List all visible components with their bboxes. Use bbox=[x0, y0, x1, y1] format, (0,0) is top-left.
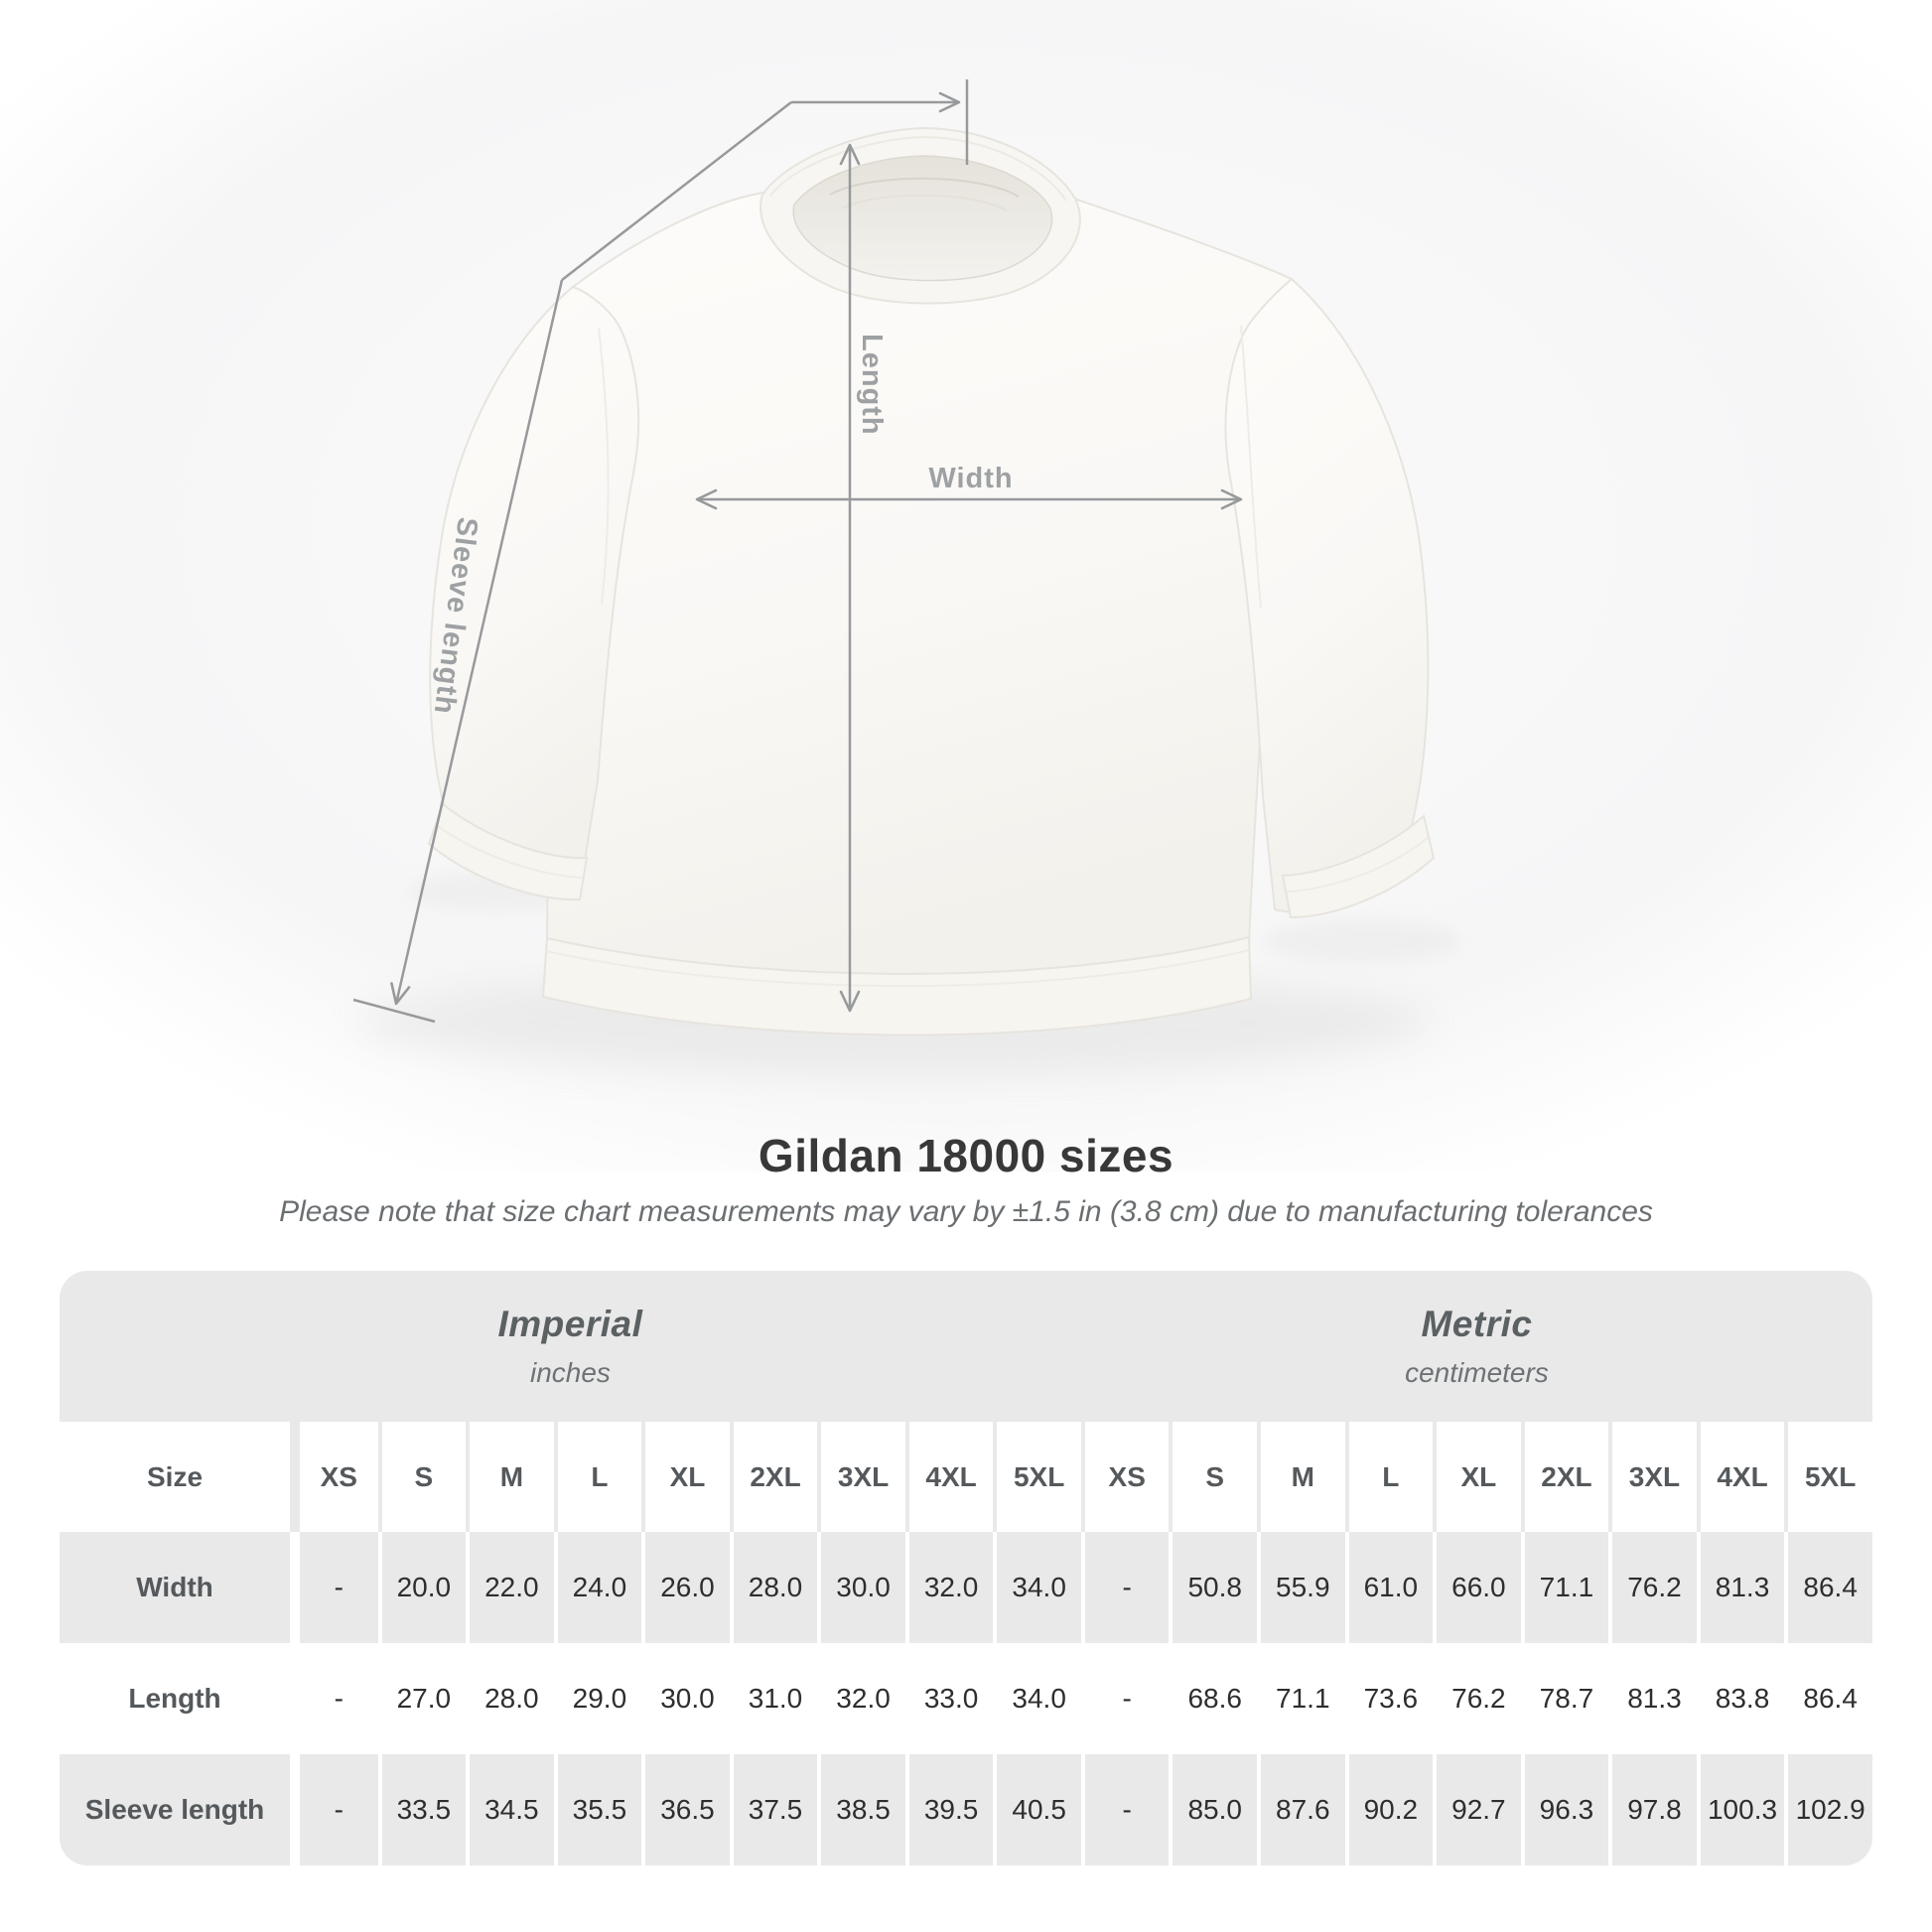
table-row bbox=[60, 1532, 1872, 1643]
size-col-header: 2XL bbox=[730, 1422, 818, 1532]
imperial-unit: inches bbox=[529, 1357, 611, 1388]
size-col-header: XS bbox=[290, 1422, 378, 1532]
size-value-cell: 30.0 bbox=[817, 1532, 905, 1643]
size-col-header: XL bbox=[641, 1422, 730, 1532]
size-table-body bbox=[60, 1532, 1872, 1865]
size-value-cell: 55.9 bbox=[1257, 1532, 1345, 1643]
size-value-cell: - bbox=[1081, 1532, 1170, 1643]
size-value-cell: 34.0 bbox=[993, 1643, 1081, 1754]
table-row bbox=[60, 1754, 1872, 1865]
size-value-cell: 32.0 bbox=[905, 1532, 994, 1643]
size-value-cell: 81.3 bbox=[1608, 1643, 1697, 1754]
size-col-header: S bbox=[378, 1422, 467, 1532]
size-value-cell: 31.0 bbox=[730, 1643, 818, 1754]
size-value-cell: 27.0 bbox=[378, 1643, 467, 1754]
sleeve-length-label: Sleeve length bbox=[427, 515, 483, 717]
size-value-cell: 87.6 bbox=[1257, 1754, 1345, 1865]
size-value-cell: 81.3 bbox=[1697, 1532, 1785, 1643]
tolerance-note: Please note that size chart measurements may vary by ±1.5 in (3.8 cm) due to manufacturing tolerances bbox=[279, 1195, 1653, 1228]
size-value-cell: 71.1 bbox=[1257, 1643, 1345, 1754]
size-col-header: XL bbox=[1433, 1422, 1521, 1532]
size-col-header: 4XL bbox=[905, 1422, 994, 1532]
size-value-cell: 24.0 bbox=[554, 1532, 642, 1643]
size-value-cell: 28.0 bbox=[466, 1643, 554, 1754]
size-value-cell: - bbox=[1081, 1643, 1170, 1754]
size-value-cell: - bbox=[290, 1532, 378, 1643]
size-value-cell: 29.0 bbox=[554, 1643, 642, 1754]
size-value-cell: 34.5 bbox=[466, 1754, 554, 1865]
size-value-cell: 50.8 bbox=[1169, 1532, 1257, 1643]
size-value-cell: 85.0 bbox=[1169, 1754, 1257, 1865]
size-value-cell: 38.5 bbox=[817, 1754, 905, 1865]
size-col-header: 3XL bbox=[817, 1422, 905, 1532]
size-value-cell: 28.0 bbox=[730, 1532, 818, 1643]
size-value-cell: 66.0 bbox=[1433, 1532, 1521, 1643]
size-value-cell: 71.1 bbox=[1521, 1532, 1609, 1643]
size-value-cell: 40.5 bbox=[993, 1754, 1081, 1865]
size-value-cell: 37.5 bbox=[730, 1754, 818, 1865]
size-value-cell: 30.0 bbox=[641, 1643, 730, 1754]
metric-band bbox=[1081, 1271, 1872, 1422]
size-value-cell: 102.9 bbox=[1784, 1754, 1872, 1865]
size-value-cell: 22.0 bbox=[466, 1532, 554, 1643]
size-col-header: 4XL bbox=[1697, 1422, 1785, 1532]
size-value-cell: 36.5 bbox=[641, 1754, 730, 1865]
size-col-header: L bbox=[554, 1422, 642, 1532]
size-value-cell: 32.0 bbox=[817, 1643, 905, 1754]
size-col-header: M bbox=[466, 1422, 554, 1532]
size-column-header: Size bbox=[60, 1422, 290, 1532]
size-value-cell: 97.8 bbox=[1608, 1754, 1697, 1865]
row-label: Width bbox=[60, 1532, 290, 1643]
width-label: Width bbox=[928, 463, 1014, 494]
size-value-cell: 92.7 bbox=[1433, 1754, 1521, 1865]
cuff-shadow-right bbox=[1263, 919, 1461, 963]
size-value-cell: 35.5 bbox=[554, 1754, 642, 1865]
size-value-cell: 39.5 bbox=[905, 1754, 994, 1865]
size-value-cell: 68.6 bbox=[1169, 1643, 1257, 1754]
row-label: Length bbox=[60, 1643, 290, 1754]
size-value-cell: - bbox=[290, 1643, 378, 1754]
size-value-cell: 20.0 bbox=[378, 1532, 467, 1643]
page-title: Gildan 18000 sizes bbox=[758, 1130, 1174, 1181]
size-col-header: S bbox=[1169, 1422, 1257, 1532]
size-value-cell: 100.3 bbox=[1697, 1754, 1785, 1865]
size-col-header: XS bbox=[1081, 1422, 1170, 1532]
size-value-cell: 33.5 bbox=[378, 1754, 467, 1865]
imperial-band bbox=[60, 1271, 1081, 1422]
length-label: Length bbox=[856, 334, 888, 436]
metric-unit: centimeters bbox=[1405, 1357, 1549, 1388]
title-block bbox=[0, 1130, 1932, 1231]
row-label: Sleeve length bbox=[60, 1754, 290, 1865]
imperial-label: Imperial bbox=[497, 1304, 643, 1344]
size-value-cell: 96.3 bbox=[1521, 1754, 1609, 1865]
size-header-row bbox=[60, 1422, 1872, 1532]
size-table bbox=[60, 1271, 1872, 1865]
size-col-header: L bbox=[1345, 1422, 1434, 1532]
size-value-cell: 61.0 bbox=[1345, 1532, 1434, 1643]
size-col-header: M bbox=[1257, 1422, 1345, 1532]
table-row bbox=[60, 1643, 1872, 1754]
size-value-cell: 90.2 bbox=[1345, 1754, 1434, 1865]
size-value-cell: - bbox=[290, 1754, 378, 1865]
unit-band-row bbox=[60, 1271, 1872, 1422]
size-col-header: 5XL bbox=[1784, 1422, 1872, 1532]
size-value-cell: - bbox=[1081, 1754, 1170, 1865]
size-value-cell: 86.4 bbox=[1784, 1643, 1872, 1754]
metric-label: Metric bbox=[1421, 1304, 1533, 1344]
size-value-cell: 26.0 bbox=[641, 1532, 730, 1643]
size-table-grid bbox=[60, 1271, 1872, 1865]
size-col-header: 5XL bbox=[993, 1422, 1081, 1532]
size-value-cell: 34.0 bbox=[993, 1532, 1081, 1643]
size-col-header: 3XL bbox=[1608, 1422, 1697, 1532]
size-value-cell: 73.6 bbox=[1345, 1643, 1434, 1754]
size-value-cell: 83.8 bbox=[1697, 1643, 1785, 1754]
size-value-cell: 86.4 bbox=[1784, 1532, 1872, 1643]
size-value-cell: 76.2 bbox=[1433, 1643, 1521, 1754]
size-value-cell: 78.7 bbox=[1521, 1643, 1609, 1754]
size-value-cell: 33.0 bbox=[905, 1643, 994, 1754]
size-col-header: 2XL bbox=[1521, 1422, 1609, 1532]
size-value-cell: 76.2 bbox=[1608, 1532, 1697, 1643]
